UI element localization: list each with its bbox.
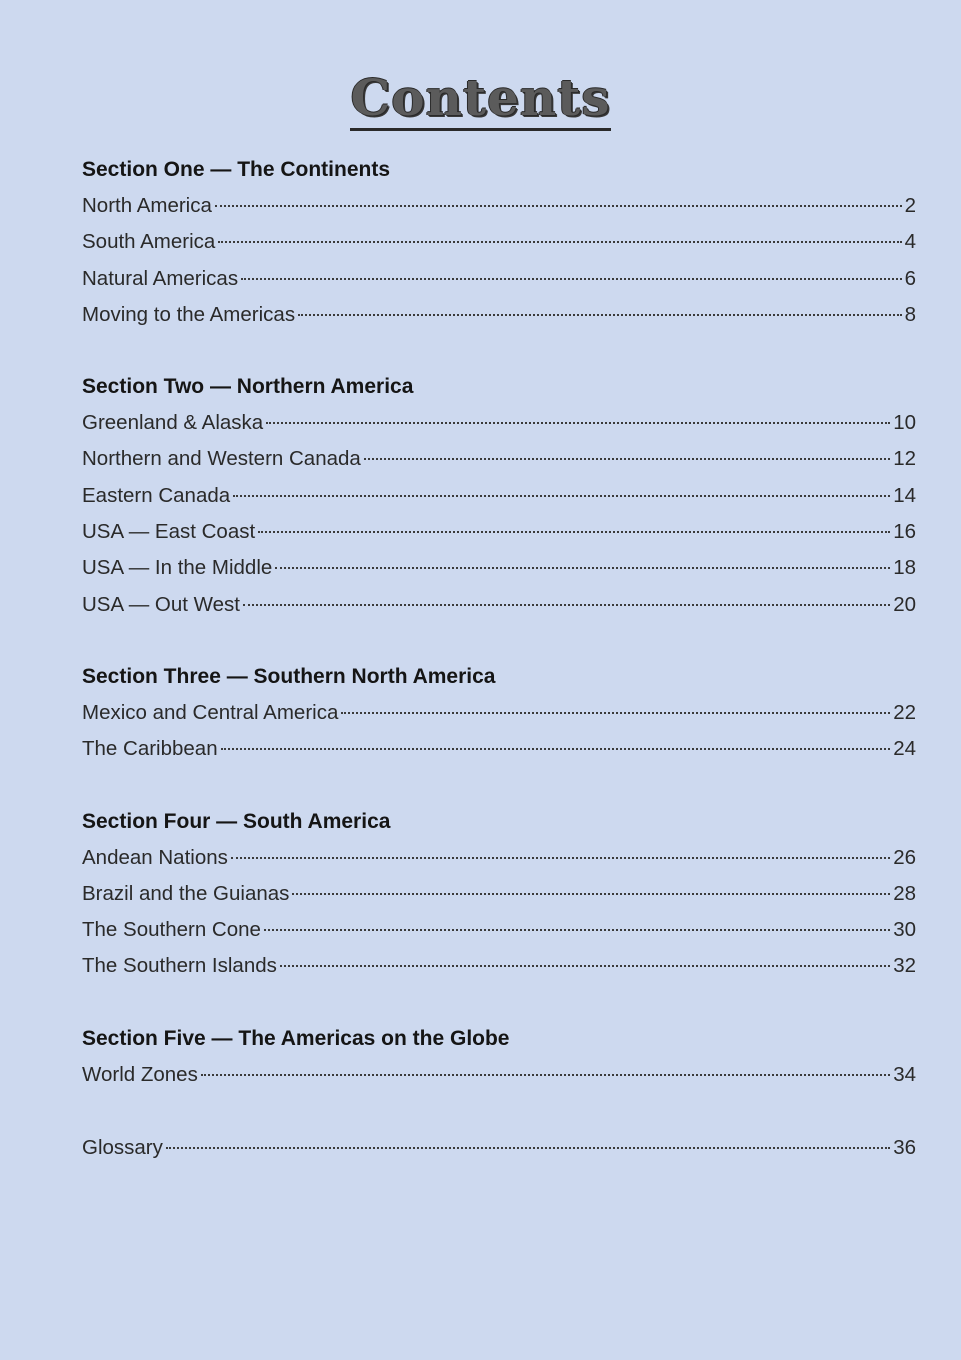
- dot-leader: [341, 712, 890, 714]
- entry-page-number: 12: [893, 447, 916, 471]
- dot-leader: [166, 1147, 890, 1149]
- entry-page-number: 10: [893, 411, 916, 435]
- entry-page-number: 22: [893, 700, 916, 724]
- entry-label: Moving to the Americas: [82, 302, 296, 326]
- dot-leader: [201, 1074, 890, 1076]
- toc-entry[interactable]: [82, 550, 916, 586]
- dot-leader: [233, 495, 890, 497]
- toc-entry[interactable]: [82, 188, 916, 224]
- dot-leader: [218, 241, 901, 243]
- toc-entry[interactable]: [82, 948, 916, 984]
- section-two: [82, 369, 916, 623]
- toc-entry[interactable]: [82, 731, 916, 767]
- entry-page-number: 16: [893, 520, 916, 544]
- toc-entry[interactable]: [82, 297, 916, 333]
- dot-leader: [231, 857, 890, 859]
- toc-entry[interactable]: [82, 1057, 916, 1093]
- entry-page-number: 32: [893, 954, 916, 978]
- toc-entry[interactable]: [82, 514, 916, 550]
- toc-entry[interactable]: [82, 695, 916, 731]
- section-five: [82, 1021, 916, 1093]
- toc-entry[interactable]: [82, 478, 916, 514]
- section-one: [82, 152, 916, 333]
- section-heading: Section One — The Continents: [82, 158, 391, 181]
- toc-entry[interactable]: [82, 261, 916, 297]
- section-three: [82, 659, 916, 768]
- entry-page-number: 28: [893, 881, 916, 905]
- entry-label: Northern and Western Canada: [82, 447, 361, 471]
- section-four: [82, 804, 916, 985]
- section-heading: Section Four — South America: [82, 809, 391, 833]
- entry-page-number: 26: [893, 845, 916, 869]
- entry-page-number: 30: [893, 918, 916, 942]
- dot-leader: [266, 422, 890, 424]
- entry-page-number: 8: [904, 302, 916, 326]
- entry-page-number: 2: [904, 194, 916, 217]
- entry-label: USA — Out West: [82, 592, 240, 616]
- dot-leader: [364, 458, 890, 460]
- page-title: Contents: [350, 70, 610, 131]
- entry-page-number: 20: [893, 592, 916, 616]
- section-heading: Section Three — Southern North America: [82, 664, 496, 688]
- toc-entry[interactable]: [82, 224, 916, 260]
- entry-label: Mexico and Central America: [82, 700, 339, 724]
- toc-entry[interactable]: [82, 876, 916, 912]
- dot-leader: [258, 531, 890, 533]
- section-heading: Section Two — Northern America: [82, 375, 414, 399]
- table-of-contents: [82, 152, 916, 1166]
- toc-entry[interactable]: [82, 441, 916, 477]
- entry-page-number: 24: [893, 737, 916, 761]
- entry-label: The Caribbean: [82, 737, 218, 761]
- entry-label: Brazil and the Guianas: [82, 881, 290, 905]
- entry-label: North America: [82, 194, 212, 217]
- dot-leader: [241, 278, 902, 280]
- entry-page-number: 6: [904, 266, 916, 290]
- entry-label: USA — East Coast: [82, 520, 256, 544]
- dot-leader: [215, 205, 902, 207]
- toc-entry[interactable]: [82, 840, 916, 876]
- toc-entry[interactable]: [82, 405, 916, 441]
- entry-label: Eastern Canada: [82, 483, 231, 507]
- entry-page-number: 18: [893, 556, 916, 580]
- entry-label: World Zones: [82, 1062, 198, 1086]
- entry-label: South America: [82, 230, 216, 254]
- entry-label: Natural Americas: [82, 266, 239, 290]
- dot-leader: [280, 965, 890, 967]
- entry-page-number: 4: [904, 230, 916, 254]
- entry-label: Glossary: [82, 1136, 163, 1160]
- entry-label: USA — In the Middle: [82, 556, 273, 580]
- dot-leader: [292, 893, 890, 895]
- toc-entry[interactable]: [82, 912, 916, 948]
- dot-leader: [264, 929, 890, 931]
- entry-page-number: 36: [893, 1136, 916, 1160]
- entry-page-number: 14: [893, 483, 916, 507]
- entry-label: Greenland & Alaska: [82, 411, 264, 435]
- dot-leader: [298, 314, 902, 316]
- dot-leader: [243, 604, 890, 606]
- dot-leader: [275, 567, 890, 569]
- section-heading: Section Five — The Americas on the Globe: [82, 1026, 510, 1050]
- entry-label: Andean Nations: [82, 845, 228, 869]
- toc-entry[interactable]: [82, 587, 916, 623]
- dot-leader: [221, 748, 891, 750]
- title-area: [0, 70, 961, 131]
- glossary-entry[interactable]: [82, 1130, 916, 1166]
- entry-label: The Southern Cone: [82, 918, 261, 942]
- entry-page-number: 34: [893, 1062, 916, 1086]
- entry-label: The Southern Islands: [82, 954, 277, 978]
